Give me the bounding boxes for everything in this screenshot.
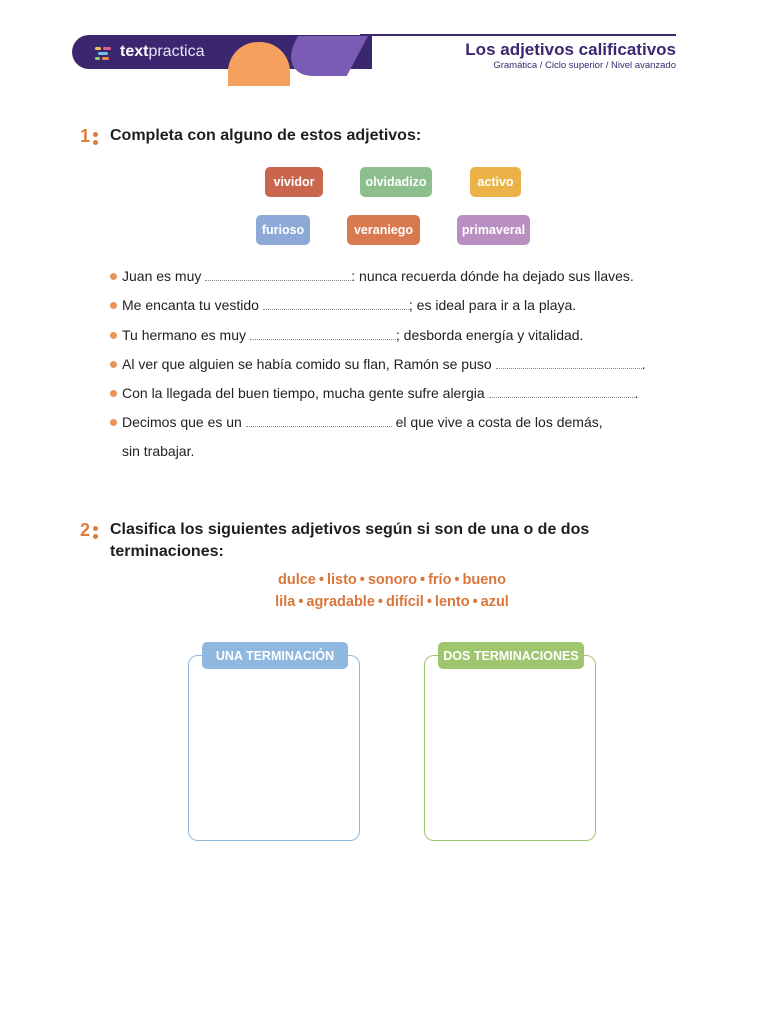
section-2-title-line-1: Clasifica los siguientes adjetivos según si son de una o de dos xyxy=(110,521,590,538)
una-terminacion-label: UNA TERMINACIÓN xyxy=(202,642,348,669)
textpractica-logo xyxy=(95,42,204,62)
word-list-row-2: lila • agradable • difícil • lento • azul xyxy=(275,594,509,610)
adjective-chip-olvidadizo: olvidadizo xyxy=(360,167,432,197)
answer-blank-3[interactable] xyxy=(250,325,396,340)
bullet-icon xyxy=(110,273,117,280)
adjective-chip-furioso: furioso xyxy=(256,215,310,245)
section-2-number: 2 xyxy=(80,520,97,541)
bullet-icon xyxy=(110,302,117,309)
exercise-sentence-3: Tu hermano es muy ; desborda energía y vitalidad. xyxy=(110,325,583,345)
exercise-sentence-2: Me encanta tu vestido ; es ideal para ir a la playa. xyxy=(110,295,576,315)
header-rule xyxy=(360,34,676,36)
bullet-icon xyxy=(110,419,117,426)
adjective-chip-veraniego: veraniego xyxy=(347,215,420,245)
logo-text-bold: text xyxy=(120,43,149,60)
logo-mark-icon xyxy=(95,43,115,61)
section-1-title: Completa con alguno de estos adjetivos: xyxy=(110,127,422,144)
answer-blank-1[interactable] xyxy=(205,266,351,281)
answer-blank-6[interactable] xyxy=(246,412,392,427)
una-terminacion-answer-box[interactable] xyxy=(188,655,360,841)
adjective-chip-activo: activo xyxy=(470,167,521,197)
exercise-sentence-6: Decimos que es un el que vive a costa de los demás, xyxy=(110,412,603,432)
answer-blank-5[interactable] xyxy=(489,383,635,398)
page-header xyxy=(0,0,768,90)
document-subtitle: Gramática / Ciclo superior / Nivel avanzado xyxy=(493,60,676,71)
adjective-chip-vividor: vividor xyxy=(265,167,323,197)
bullet-icon xyxy=(110,361,117,368)
answer-blank-2[interactable] xyxy=(263,295,409,310)
dos-terminaciones-answer-box[interactable] xyxy=(424,655,596,841)
bullet-icon xyxy=(110,390,117,397)
dos-terminaciones-label: DOS TERMINACIONES xyxy=(438,642,584,669)
adjective-chip-primaveral: primaveral xyxy=(457,215,530,245)
exercise-sentence-6-continuation: sin trabajar. xyxy=(122,443,195,459)
exercise-sentence-1: Juan es muy : nunca recuerda dónde ha dejado sus llaves. xyxy=(110,266,634,286)
exercise-sentence-4: Al ver que alguien se había comido su flan, Ramón se puso . xyxy=(110,354,645,374)
bullet-icon xyxy=(110,332,117,339)
document-title: Los adjetivos calificativos xyxy=(465,40,676,59)
word-list-row-1: dulce • listo • sonoro • frío • bueno xyxy=(278,572,506,588)
section-2-title-line-2: terminaciones: xyxy=(110,543,224,560)
exercise-sentence-5: Con la llegada del buen tiempo, mucha gente sufre alergia . xyxy=(110,383,638,403)
answer-blank-4[interactable] xyxy=(496,354,642,369)
section-1-number: 1 xyxy=(80,126,97,147)
logo-text-light: practica xyxy=(148,43,205,60)
